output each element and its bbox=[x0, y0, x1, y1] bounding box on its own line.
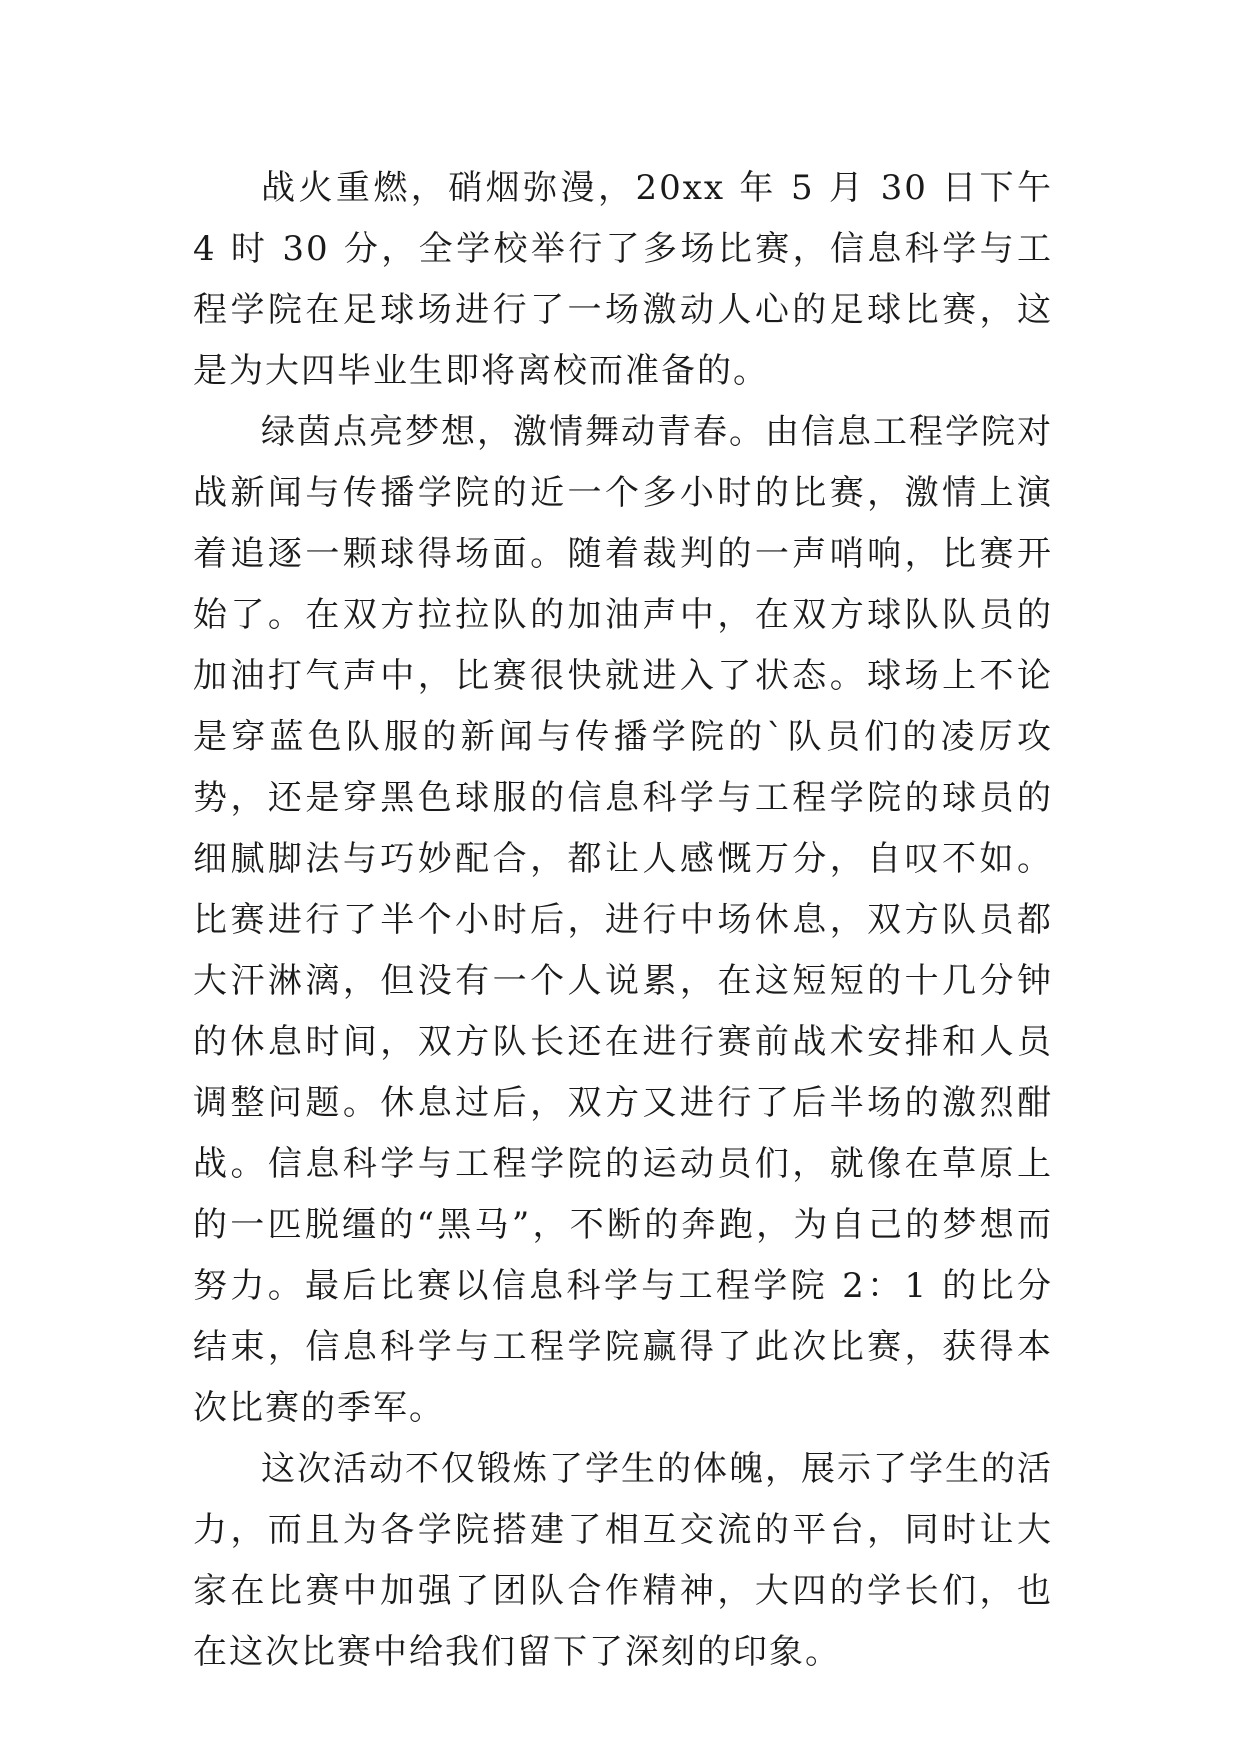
paragraph-1: 战火重燃，硝烟弥漫，20xx 年 5 月 30 日下午 4 时 30 分，全学校举行了多场比赛，信息科学与工程学院在足球场进行了一场激动人心的足球比赛，这是为大四毕业生即将离校而准备的。 bbox=[193, 168, 1053, 391]
paragraph-2: 绿茵点亮梦想，激情舞动青春。由信息工程学院对战新闻与传播学院的近一个多小时的比赛，激情上演着追逐一颗球得场面。随着裁判的一声哨响，比赛开始了。在双方拉拉队的加油声中，在双方球队队员的加油打气声中，比赛很快就进入了状态。球场上不论是穿蓝色队服的新闻与传播学院的`队员们的凌厉攻势，还是穿黑色球服的信息科学与工程学院的球员的细腻脚法与巧妙配合，都让人感慨万分，自叹不如。比赛进行了半个小时后，进行中场休息，双方队员都大汗淋漓，但没有一个人说累，在这短短的十几分钟的休息时间，双方队长还在进行赛前战术安排和人员调整问题。休息过后，双方又进行了后半场的激烈酣战。信息科学与工程学院的运动员们，就像在草原上的一匹脱缰的“黑马”，不断的奔跑，为自己的梦想而努力。最后比赛以信息科学与工程学院 2：1 的比分结束，信息科学与工程学院赢得了此次比赛，获得本次比赛的季军。 bbox=[193, 412, 1053, 1428]
paragraph-3: 这次活动不仅锻炼了学生的体魄，展示了学生的活力，而且为各学院搭建了相互交流的平台，同时让大家在比赛中加强了团队合作精神，大四的学长们，也在这次比赛中给我们留下了深刻的印象。 bbox=[193, 1449, 1053, 1672]
document-body bbox=[193, 158, 1053, 1683]
